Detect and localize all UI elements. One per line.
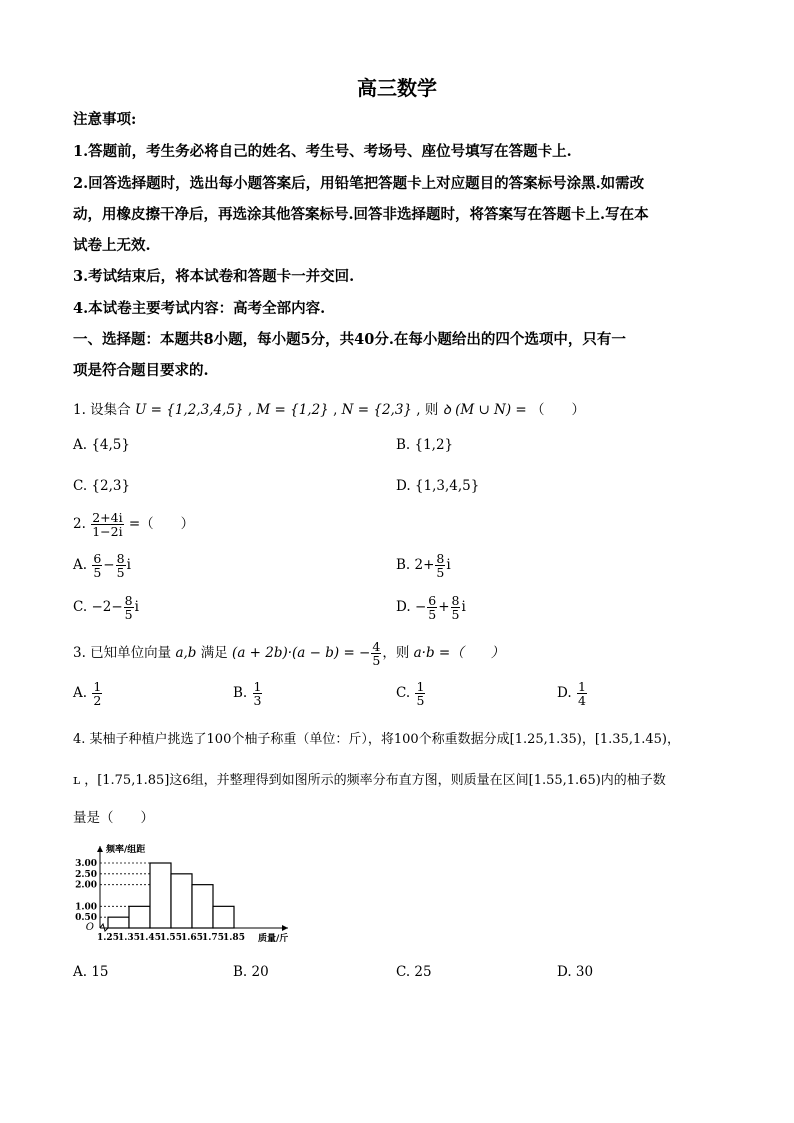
q4-stem-line1: 4. 某柚子种植户挑选了100个柚子称重（单位：斤），将100个称重数据分成[1.25,1.35)，[1.35,1.45)， [73, 732, 680, 747]
q2-a-frac2-den: 5 [116, 565, 125, 581]
notice-heading: 注意事项: [73, 111, 137, 128]
q2-b-tail: i [446, 557, 451, 574]
q3-option-d-label: D. [557, 685, 572, 702]
x-tick-label: 1.65 [181, 933, 203, 943]
q1-then: 则 [424, 402, 439, 418]
q2-b-frac-den: 5 [436, 565, 445, 581]
q2-d-pre: − [414, 599, 427, 616]
y-tick-label: 2.50 [75, 869, 97, 880]
q3-cond: 满足 [200, 645, 228, 662]
q3-then: ，则 [382, 645, 410, 662]
q3-b-num: 1 [253, 679, 262, 694]
q1-set-m: M = {1,2} [256, 402, 329, 418]
origin-label: O [85, 922, 94, 933]
x-tick-label: 1.55 [160, 933, 182, 943]
q3-fraction-num: 4 [372, 639, 381, 654]
notice-item-4: 4.本试卷主要考试内容：高考全部内容. [73, 300, 326, 317]
q2-stem [73, 511, 194, 538]
q2-c-pre: −2− [91, 599, 123, 616]
q2-d-frac1-num: 6 [428, 593, 437, 608]
q2-d-frac2-den: 5 [451, 607, 460, 623]
q3-option-a [73, 680, 103, 707]
histogram-bar [150, 863, 171, 928]
q2-d-frac2-num: 8 [451, 593, 460, 608]
q3-b-frac [253, 680, 263, 707]
histogram-bar [171, 874, 192, 928]
q2-option-b [396, 552, 451, 579]
q1-set-n: N = {2,3} [341, 402, 413, 418]
q2-numerator: 2+4i [92, 510, 123, 525]
q3-c-num: 1 [416, 679, 425, 694]
q3-option-c-label: C. [396, 685, 411, 702]
notice-item-3: 3.考试结束后，将本试卷和答题卡一并交回. [73, 268, 355, 285]
q2-d-mid: + [438, 599, 450, 616]
q2-prefix: 2. [73, 516, 86, 533]
q3-ask: a·b =（ ） [413, 645, 505, 662]
q2-a-frac2-num: 8 [116, 551, 125, 566]
y-tick-label: 0.50 [75, 913, 97, 924]
q2-option-c-label: C. [73, 599, 88, 616]
q3-d-frac [577, 680, 587, 707]
q1-option-d: D. {1,3,4,5} [396, 478, 480, 494]
q2-b-pre: 2+ [414, 557, 435, 574]
q3-c-den: 5 [416, 693, 425, 709]
q3-c-frac [415, 680, 425, 707]
q3-option-a-label: A. [73, 685, 88, 702]
q3-option-c [396, 680, 426, 707]
q2-d-frac2 [451, 594, 461, 621]
q2-a-tail: i [126, 557, 131, 574]
notice-item-2-cont: 动，用橡皮擦干净后，再选涂其他答案标号.回答非选择题时，将答案写在答题卡上.写在本 [73, 206, 649, 223]
q2-a-frac1-num: 6 [93, 551, 102, 566]
q4-option-c: C. 25 [396, 964, 432, 980]
q3-a-frac [92, 680, 102, 707]
x-tick-label: 1.45 [139, 933, 161, 943]
histogram-bar [213, 906, 234, 928]
q2-d-frac1-den: 5 [428, 607, 437, 623]
q2-a-frac1 [92, 552, 102, 579]
q3-d-den: 4 [577, 693, 586, 709]
q2-c-frac [124, 594, 134, 621]
x-tick-label: 1.25 [97, 933, 119, 943]
x-axis-label: 质量/斤 [258, 934, 289, 944]
q2-option-a [73, 552, 131, 579]
q2-c-frac-den: 5 [124, 607, 133, 623]
q4-stem-line3: 量是（ ） [73, 810, 154, 826]
q4-option-a: A. 15 [73, 964, 109, 980]
q2-b-frac-num: 8 [436, 551, 445, 566]
q2-d-frac1 [427, 594, 437, 621]
q2-option-c [73, 594, 139, 621]
q2-option-d-label: D. [396, 599, 411, 616]
q2-c-tail: i [134, 599, 139, 616]
q2-fraction [91, 511, 123, 538]
frequency-histogram [70, 838, 320, 948]
q3-vectors: a,b [175, 645, 197, 662]
section-heading: 一、选择题：本题共8小题，每小题5分，共40分.在每小题给出的四个选项中，只有一 [73, 331, 626, 348]
x-axis-arrow [282, 925, 288, 931]
y-tick-label: 2.00 [75, 880, 97, 891]
q4-option-b: B. 20 [233, 964, 269, 980]
x-tick-label: 1.35 [118, 933, 140, 943]
section-heading-cont: 项是符合题目要求的. [73, 362, 209, 379]
q3-option-b-label: B. [233, 685, 248, 702]
q1-option-c: C. {2,3} [73, 478, 131, 494]
q1-option-a: A. {4,5} [73, 437, 130, 453]
q2-option-a-label: A. [73, 557, 88, 574]
q2-option-d [396, 594, 466, 621]
x-tick-label: 1.85 [223, 933, 245, 943]
q2-a-mid: − [103, 557, 115, 574]
q3-prefix: 3. 已知单位向量 [73, 645, 172, 662]
q2-a-frac2 [116, 552, 126, 579]
notice-item-2-end: 试卷上无效. [73, 237, 151, 254]
page-title: 高三数学 [357, 76, 437, 100]
q3-a-num: 1 [93, 679, 102, 694]
q3-a-den: 2 [93, 693, 102, 709]
y-tick-label: 1.00 [75, 902, 97, 913]
q3-d-num: 1 [577, 679, 586, 694]
q3-fraction [371, 640, 381, 667]
q3-option-b [233, 680, 263, 707]
q2-option-b-label: B. [396, 557, 411, 574]
notice-item-2: 2.回答选择题时，选出每小题答案后，用铅笔把答题卡上对应题目的答案标号涂黑.如需改 [73, 175, 645, 192]
q2-b-frac [435, 552, 445, 579]
q1-paren: （ ） [531, 402, 586, 418]
q1-expr: ꝺ (M ∪ N) = [442, 402, 527, 418]
q3-expr: (a + 2b)·(a − b) = − [232, 645, 371, 662]
histogram-bar [108, 917, 129, 928]
q2-denominator: 1−2i [92, 524, 123, 540]
q3-stem [73, 640, 504, 667]
histogram-bar [129, 906, 150, 928]
histogram-bar [192, 885, 213, 928]
q3-fraction-den: 5 [372, 653, 381, 669]
q2-a-frac1-den: 5 [93, 565, 102, 581]
q1-set-u: U = {1,2,3,4,5} [134, 402, 244, 418]
notice-item-1: 1.答题前，考生务必将自己的姓名、考生号、考场号、座位号填写在答题卡上. [73, 143, 572, 160]
q4-stem-line2: ʟ ，[1.75,1.85]这6组，并整理得到如图所示的频率分布直方图，则质量在区间[1.55,1.65)内的柚子数 [73, 773, 666, 788]
y-axis-arrow [97, 846, 103, 852]
q3-b-den: 3 [253, 693, 262, 709]
q2-d-tail: i [461, 599, 466, 616]
q1-stem: 1. 设集合 U = {1,2,3,4,5} , M = {1,2} , N = {2,3} , 则 ꝺ (M ∪ N) = （ ） [73, 402, 586, 418]
y-axis-label: 频率/组距 [106, 845, 146, 855]
q2-suffix: =（ ） [128, 516, 195, 533]
q2-c-frac-num: 8 [124, 593, 133, 608]
x-tick-label: 1.75 [202, 933, 224, 943]
q1-prefix: 1. 设集合 [73, 402, 131, 418]
q1-option-b: B. {1,2} [396, 437, 454, 453]
q4-option-d: D. 30 [557, 964, 594, 980]
y-tick-label: 3.00 [75, 859, 97, 869]
q3-option-d [557, 680, 588, 707]
